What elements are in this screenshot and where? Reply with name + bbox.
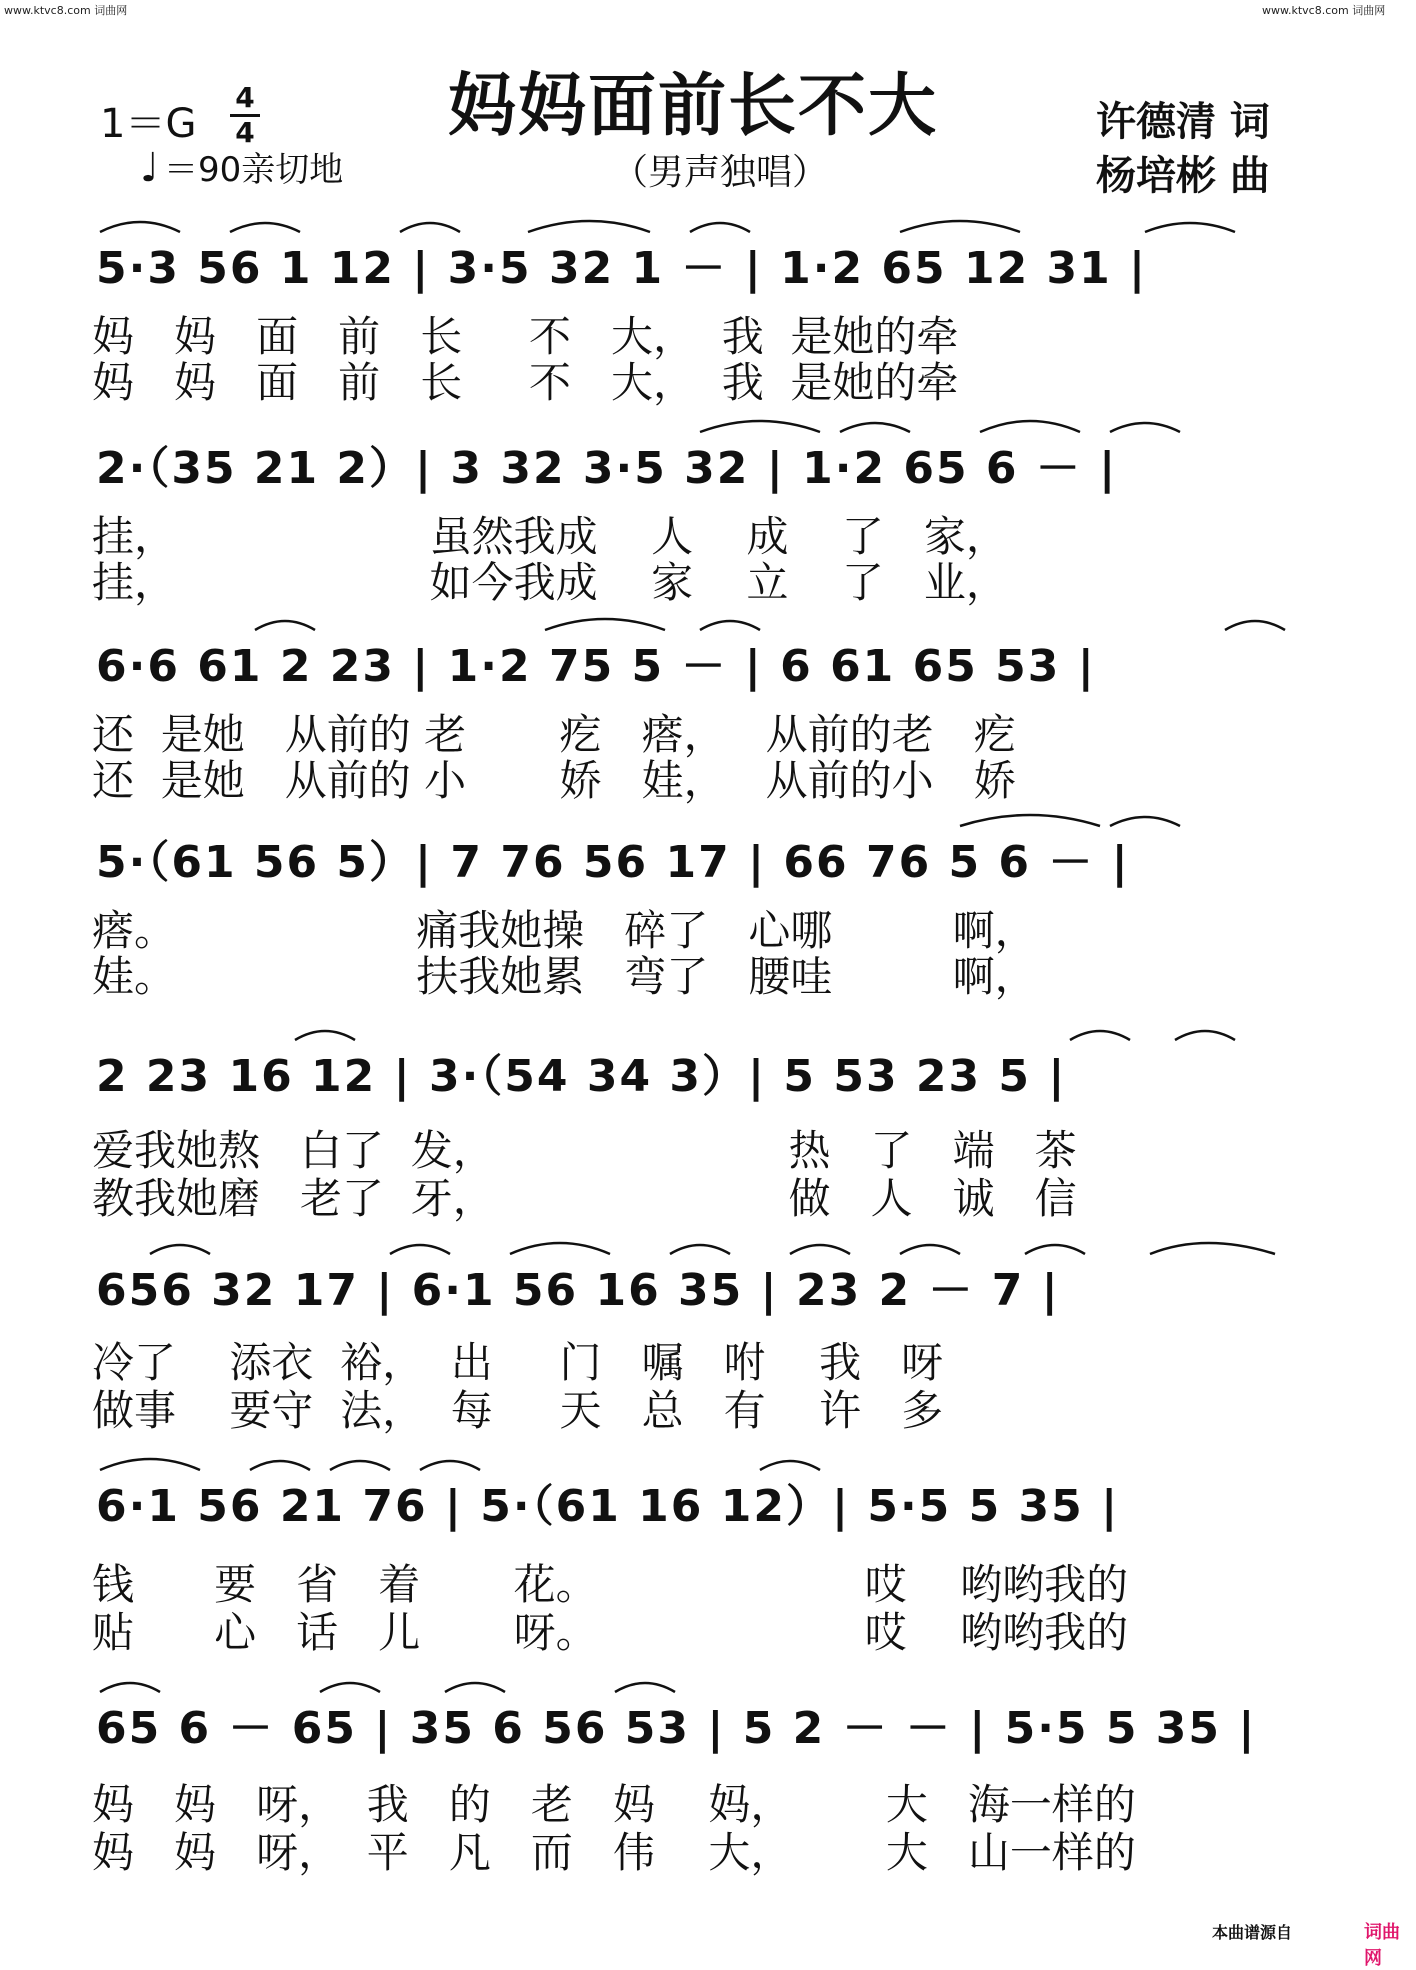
slur-mark [790,1245,850,1254]
song-title: 妈妈面前长不大 [448,66,939,146]
slur-mark [1110,423,1180,432]
slur-mark [420,1461,480,1470]
lyric-verse1-line-8: 妈 妈 呀， 我 的 老 妈 妈， 大 海一样的 [92,1780,1136,1829]
slur-mark [400,223,460,232]
slur-mark [100,1459,200,1470]
time-signature-bottom: 4 [235,116,255,149]
notation-line-3: 6·6 61 2 23 | 1·2 75 5 － | 6 61 65 53 | [96,641,1096,692]
notation-line-1: 5·3 56 1 12 | 3·5 32 1 － | 1·2 65 12 31 | [96,243,1148,294]
footer-source-label: 本曲谱源自 [1212,1923,1293,1942]
lyric-verse1-line-1: 妈 妈 面 前 长 不 大， 我 是她的牵 [92,312,959,361]
lyric-verse2-line-5: 教我她磨 老了 牙， 做 人 诚 信 [92,1174,1077,1223]
site-url-left: www.ktvc8.com 词曲网 [4,4,128,17]
slur-mark [1110,817,1180,826]
slur-mark [960,815,1100,826]
time-signature-top: 4 [235,81,255,114]
lyric-verse2-line-2: 挂， 如今我成 家 立 了 业， [92,558,1008,607]
lyric-verse2-line-1: 妈 妈 面 前 长 不 大， 我 是她的牵 [92,358,959,407]
tempo-marking [140,142,343,191]
slur-mark [255,621,315,630]
slur-mark [100,1683,160,1692]
notation-line-7: 6·1 56 21 76 | 5·（61 16 12）| 5·5 5 35 | [96,1481,1120,1532]
slur-mark [840,423,910,432]
slur-mark [330,1461,390,1470]
slur-mark [900,1245,960,1254]
slur-mark [1145,223,1235,232]
lyric-verse2-line-3: 还 是她 从前的 小 娇 娃， 从前的小 娇 [92,756,1016,805]
time-signature [230,81,260,149]
slur-mark [670,1245,730,1254]
notation-line-4: 5·（61 56 5）| 7 76 56 17 | 66 76 5 6 － | [96,837,1130,888]
slur-mark [1025,1245,1085,1254]
lyric-verse2-line-4: 娃。 扶我她累 弯了 腰哇 啊， [92,952,1037,1001]
slur-mark [700,421,820,432]
song-subtitle: （男声独唱） [612,152,829,193]
lyric-verse1-line-7: 钱 要 省 着 花。 哎 哟哟我的 [92,1560,1129,1609]
slur-mark [445,1683,505,1692]
slur-mark [1225,621,1285,630]
slur-mark [1150,1243,1275,1254]
lyric-verse1-line-6: 冷了 添衣 裕， 出 门 嘱 咐 我 呀 [92,1338,944,1387]
slur-mark [510,1243,610,1254]
lyric-verse1-line-2: 挂， 虽然我成 人 成 了 家， [92,512,1008,561]
slur-mark [528,221,650,232]
key-signature: 1＝G [100,101,197,147]
slur-mark [390,1245,450,1254]
lyric-verse1-line-4: 瘩。 痛我她操 碎了 心哪 啊， [92,906,1037,955]
slur-mark [690,223,750,232]
slur-mark [980,421,1080,432]
lyric-verse1-line-5: 爱我她熬 白了 发， 热 了 端 茶 [92,1126,1077,1175]
notation-line-2: 2·（35 21 2）| 3 32 3·5 32 | 1·2 65 6 － | [96,443,1118,494]
slur-mark [100,222,180,232]
slur-mark [615,1683,675,1692]
slur-mark [700,621,760,630]
slur-mark [320,1683,380,1692]
slur-mark [545,619,665,630]
tempo-text: ＝90亲切地 [163,150,344,190]
slur-mark [760,1461,820,1470]
composer-credit: 杨培彬 曲 [1096,152,1270,199]
lyric-verse2-line-6: 做事 要守 法， 每 天 总 有 许 多 [92,1386,944,1435]
slur-mark [900,221,1020,232]
slur-mark [150,1245,210,1254]
lyricist-credit: 许德清 词 [1096,98,1270,145]
footer-site-logo: 词曲网 [1364,1922,1400,1969]
quarter-note-icon: ♩ [140,145,159,191]
notation-line-6: 656 32 17 | 6·1 56 16 35 | 23 2 － 7 | [96,1265,1060,1316]
lyric-verse1-line-3: 还 是她 从前的 老 疙 瘩， 从前的老 疙 [92,710,1016,759]
site-url-right: www.ktvc8.com 词曲网 [1262,4,1386,17]
lyric-verse2-line-7: 贴 心 话 儿 呀。 哎 哟哟我的 [92,1608,1129,1657]
slur-mark [230,223,300,232]
slur-mark [250,1461,310,1470]
slur-mark [1175,1031,1235,1040]
slur-mark [1070,1031,1130,1040]
notation-line-5: 2 23 16 12 | 3·（54 34 3）| 5 53 23 5 | [96,1051,1067,1102]
slur-mark [295,1031,355,1040]
notation-line-8: 65 6 － 65 | 35 6 56 53 | 5 2 － － | 5·5 5 35 | [96,1703,1257,1754]
lyric-verse2-line-8: 妈 妈 呀， 平 凡 而 伟 大， 大 山一样的 [92,1828,1136,1877]
